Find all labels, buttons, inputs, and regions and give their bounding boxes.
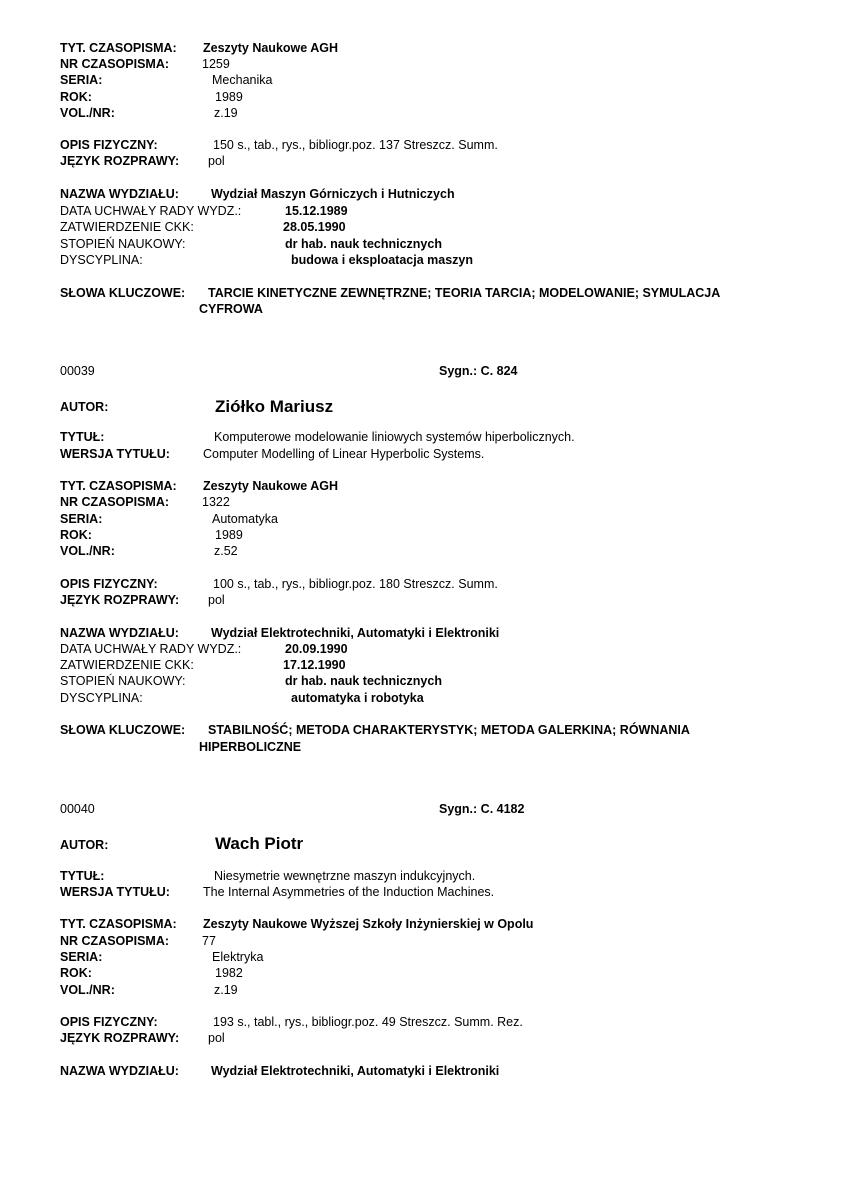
keywords-label: SŁOWA KLUCZOWE: [60,286,186,300]
series-value: Mechanika [212,73,273,87]
keywords-line-1: TARCIE KINETYCZNE ZEWNĘTRZNE; TEORIA TARCIA; MODELOWANIE; SYMULACJA [208,286,721,300]
journal-number-value: 77 [202,934,216,948]
year-label: ROK: [60,90,92,104]
record-id: 00039 [60,364,95,378]
discipline-value: automatyka i robotyka [291,691,424,705]
discipline-label: DYSCYPLINA: [60,253,143,267]
keywords-line-1: STABILNOŚĆ; METODA CHARAKTERYSTYK; METODA GALERKINA; RÓWNANIA [208,723,690,737]
physical-description-label: OPIS FIZYCZNY: [60,138,158,152]
call-number: Sygn.: C. 824 [439,364,518,378]
physical-description-value: 150 s., tab., rys., bibliogr.poz. 137 Streszcz. Summ. [213,138,498,152]
volume-value: z.19 [214,106,238,120]
title-label: TYTUŁ: [60,869,105,883]
journal-number-value: 1259 [202,57,230,71]
faculty-label: NAZWA WYDZIAŁU: [60,1064,179,1078]
language-label: JĘZYK ROZPRAWY: [60,1031,180,1045]
year-value: 1982 [215,966,243,980]
title-version-label: WERSJA TYTUŁU: [60,885,170,899]
keywords-line-2: HIPERBOLICZNE [199,740,302,754]
language-label: JĘZYK ROZPRAWY: [60,593,180,607]
title-version-value: The Internal Asymmetries of the Induction Machines. [203,885,495,899]
year-label: ROK: [60,966,92,980]
author-label: AUTOR: [60,400,109,414]
journal-number-label: NR CZASOPISMA: [60,57,170,71]
author-value: Ziółko Mariusz [215,397,334,416]
title-value: Niesymetrie wewnętrzne maszyn indukcyjnych. [214,869,476,883]
journal-number-value: 1322 [202,495,230,509]
physical-description-value: 193 s., tabl., rys., bibliogr.poz. 49 Streszcz. Summ. Rez. [213,1015,523,1029]
journal-title-value: Zeszyty Naukowe AGH [203,41,338,55]
series-label: SERIA: [60,73,103,87]
degree-label: STOPIEŃ NAUKOWY: [60,237,186,251]
faculty-value: Wydział Maszyn Górniczych i Hutniczych [211,187,455,201]
volume-value: z.52 [214,544,238,558]
title-version-value: Computer Modelling of Linear Hyperbolic Systems. [203,447,485,461]
degree-label: STOPIEŃ NAUKOWY: [60,674,186,688]
faculty-label: NAZWA WYDZIAŁU: [60,626,179,640]
degree-value: dr hab. nauk technicznych [285,237,442,251]
council-date-label: DATA UCHWAŁY RADY WYDZ.: [60,204,242,218]
physical-description-label: OPIS FIZYCZNY: [60,1015,158,1029]
journal-title-label: TYT. CZASOPISMA: [60,41,177,55]
call-number: Sygn.: C. 4182 [439,802,525,816]
journal-number-label: NR CZASOPISMA: [60,495,170,509]
title-value: Komputerowe modelowanie liniowych systemów hiperbolicznych. [214,430,575,444]
keywords-label: SŁOWA KLUCZOWE: [60,723,186,737]
ckk-approval-value: 17.12.1990 [283,658,346,672]
faculty-value: Wydział Elektrotechniki, Automatyki i Elektroniki [211,626,500,640]
volume-label: VOL./NR: [60,544,115,558]
degree-value: dr hab. nauk technicznych [285,674,442,688]
physical-description-label: OPIS FIZYCZNY: [60,577,158,591]
council-date-value: 20.09.1990 [285,642,348,656]
year-value: 1989 [215,528,243,542]
volume-value: z.19 [214,983,238,997]
discipline-label: DYSCYPLINA: [60,691,143,705]
series-value: Elektryka [212,950,264,964]
journal-title-value: Zeszyty Naukowe AGH [203,479,338,493]
year-value: 1989 [215,90,243,104]
language-value: pol [208,154,225,168]
language-value: pol [208,1031,225,1045]
faculty-value: Wydział Elektrotechniki, Automatyki i Elektroniki [211,1064,500,1078]
ckk-approval-label: ZATWIERDZENIE CKK: [60,658,194,672]
language-label: JĘZYK ROZPRAWY: [60,154,180,168]
faculty-label: NAZWA WYDZIAŁU: [60,187,179,201]
ckk-approval-value: 28.05.1990 [283,220,346,234]
physical-description-value: 100 s., tab., rys., bibliogr.poz. 180 Streszcz. Summ. [213,577,498,591]
author-value: Wach Piotr [215,834,304,853]
journal-title-label: TYT. CZASOPISMA: [60,917,177,931]
record-id: 00040 [60,802,95,816]
journal-title-value: Zeszyty Naukowe Wyższej Szkoły Inżynierskiej w Opolu [203,917,534,931]
journal-title-label: TYT. CZASOPISMA: [60,479,177,493]
title-version-label: WERSJA TYTUŁU: [60,447,170,461]
title-label: TYTUŁ: [60,430,105,444]
discipline-value: budowa i eksploatacja maszyn [291,253,474,267]
volume-label: VOL./NR: [60,106,115,120]
series-value: Automatyka [212,512,279,526]
series-label: SERIA: [60,512,103,526]
series-label: SERIA: [60,950,103,964]
journal-number-label: NR CZASOPISMA: [60,934,170,948]
volume-label: VOL./NR: [60,983,115,997]
keywords-line-2: CYFROWA [199,302,263,316]
language-value: pol [208,593,225,607]
ckk-approval-label: ZATWIERDZENIE CKK: [60,220,194,234]
year-label: ROK: [60,528,92,542]
council-date-value: 15.12.1989 [285,204,348,218]
author-label: AUTOR: [60,838,109,852]
council-date-label: DATA UCHWAŁY RADY WYDZ.: [60,642,242,656]
